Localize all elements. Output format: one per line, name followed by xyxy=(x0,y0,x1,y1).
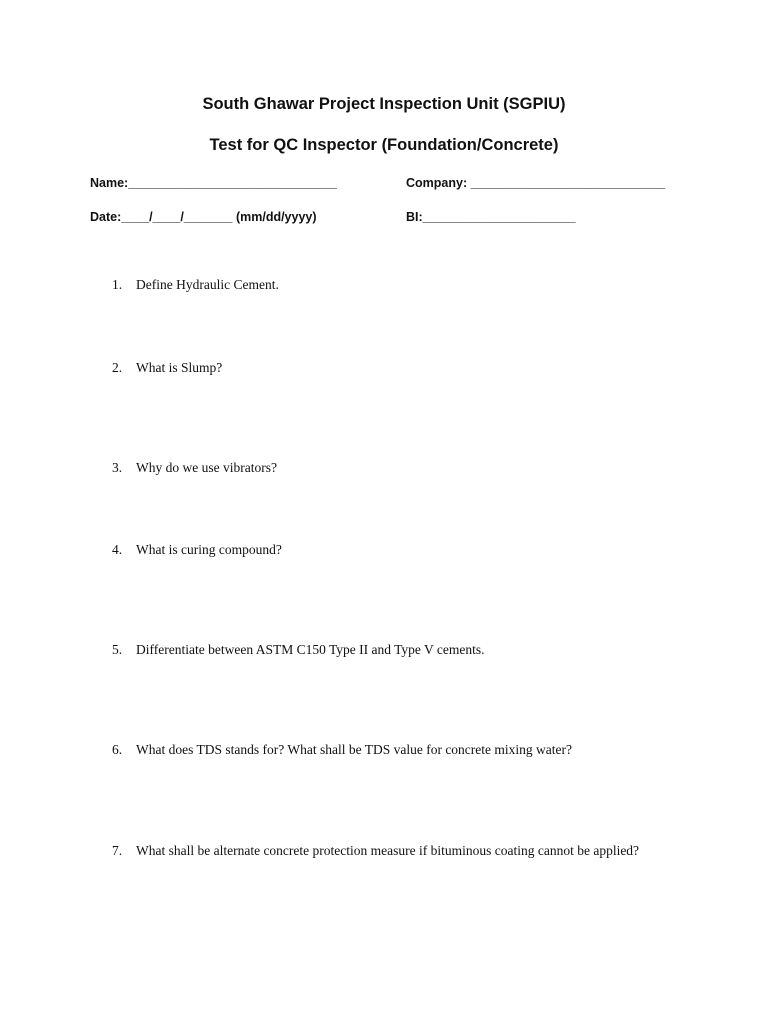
question-number: 1. xyxy=(112,277,123,292)
document-subtitle: Test for QC Inspector (Foundation/Concrete) xyxy=(209,136,559,154)
question-item xyxy=(112,358,677,378)
question-item xyxy=(112,458,677,478)
question-number: 4. xyxy=(112,542,123,557)
bi-field: BI:______________________ xyxy=(406,210,576,224)
question-item xyxy=(112,640,677,660)
question-number: 5. xyxy=(112,642,123,657)
question-item xyxy=(112,275,677,295)
question-text: Differentiate between ASTM C150 Type II and Type V cements. xyxy=(136,642,485,657)
question-item xyxy=(112,540,677,560)
company-field: Company: ____________________________ xyxy=(406,176,666,190)
name-field: Name:______________________________ xyxy=(90,176,337,190)
question-text: What is Slump? xyxy=(136,360,223,375)
date-field: Date:____/____/_______ (mm/dd/yyyy) xyxy=(90,210,317,224)
question-number: 2. xyxy=(112,360,123,375)
document-title: South Ghawar Project Inspection Unit (SGPIU) xyxy=(202,95,566,113)
question-number: 3. xyxy=(112,460,123,475)
question-item xyxy=(112,740,677,760)
question-number: 7. xyxy=(112,843,123,858)
question-item xyxy=(112,841,677,861)
question-text: Why do we use vibrators? xyxy=(136,460,277,475)
question-text: Define Hydraulic Cement. xyxy=(136,277,279,292)
question-text: What is curing compound? xyxy=(136,542,282,557)
question-text: What does TDS stands for? What shall be TDS value for concrete mixing water? xyxy=(136,742,573,757)
question-text: What shall be alternate concrete protection measure if bituminous coating cannot be applied? xyxy=(136,843,640,858)
question-number: 6. xyxy=(112,742,123,757)
